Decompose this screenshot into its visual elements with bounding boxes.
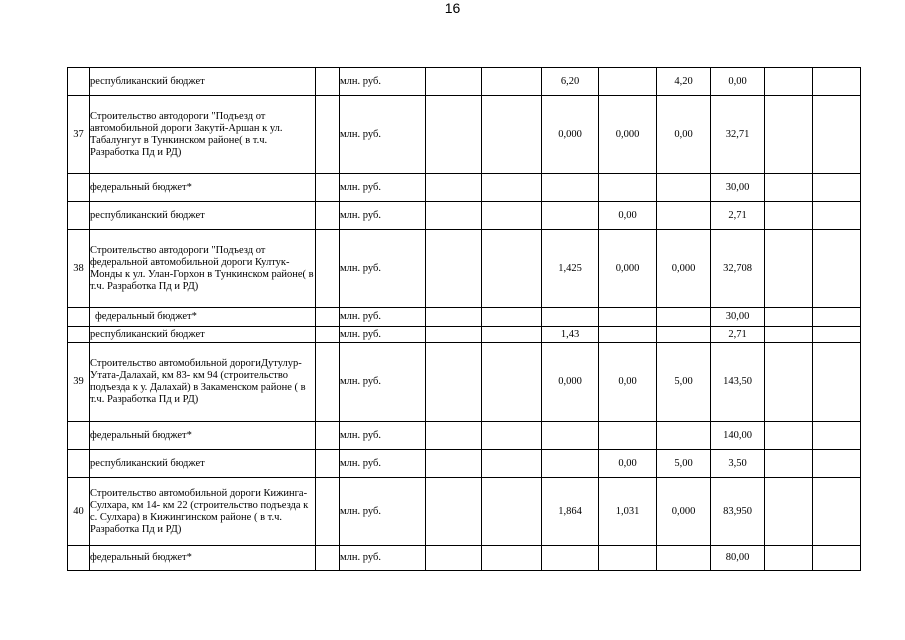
value-cell: 0,00 <box>657 96 711 174</box>
value-cell <box>765 230 813 308</box>
value-cell <box>542 202 599 230</box>
value-cell <box>482 546 542 571</box>
value-cell <box>426 174 482 202</box>
value-cell <box>426 327 482 343</box>
value-cell <box>599 546 657 571</box>
value-cell: 6,20 <box>542 68 599 96</box>
value-cell: 2,71 <box>711 202 765 230</box>
row-name: Строительство автодороги "Подъезд от автомобильной дороги Закутй-Аршан к ул. Табалунгут в Тункинском районе( в т.ч. Разработка Пд и РД) <box>90 96 316 174</box>
row-number <box>68 546 90 571</box>
row-name: республиканский бюджет <box>90 68 316 96</box>
value-cell: 0,00 <box>599 343 657 422</box>
spacer-cell <box>316 478 340 546</box>
value-cell <box>426 308 482 327</box>
table-row <box>68 96 861 174</box>
row-unit: млн. руб. <box>340 202 426 230</box>
spacer-cell <box>316 546 340 571</box>
row-number: 40 <box>68 478 90 546</box>
row-number <box>68 174 90 202</box>
spacer-cell <box>316 308 340 327</box>
value-cell <box>542 174 599 202</box>
spacer-cell <box>316 68 340 96</box>
value-cell <box>482 202 542 230</box>
value-cell <box>657 327 711 343</box>
value-cell <box>765 327 813 343</box>
value-cell: 2,71 <box>711 327 765 343</box>
row-unit: млн. руб. <box>340 308 426 327</box>
value-cell <box>765 478 813 546</box>
value-cell: 3,50 <box>711 450 765 478</box>
row-unit: млн. руб. <box>340 327 426 343</box>
table-row <box>68 546 861 571</box>
row-unit: млн. руб. <box>340 422 426 450</box>
value-cell: 0,000 <box>542 96 599 174</box>
value-cell <box>426 96 482 174</box>
row-unit: млн. руб. <box>340 68 426 96</box>
value-cell <box>542 308 599 327</box>
row-name: федеральный бюджет* <box>90 546 316 571</box>
value-cell <box>813 174 861 202</box>
table-row <box>68 422 861 450</box>
value-cell <box>813 546 861 571</box>
value-cell <box>765 546 813 571</box>
row-unit: млн. руб. <box>340 546 426 571</box>
value-cell <box>813 202 861 230</box>
value-cell <box>542 450 599 478</box>
value-cell <box>599 68 657 96</box>
spacer-cell <box>316 202 340 230</box>
row-unit: млн. руб. <box>340 230 426 308</box>
row-name: республиканский бюджет <box>90 450 316 478</box>
value-cell <box>657 174 711 202</box>
value-cell: 1,864 <box>542 478 599 546</box>
value-cell <box>813 450 861 478</box>
value-cell <box>765 96 813 174</box>
row-unit: млн. руб. <box>340 478 426 546</box>
page-number: 16 <box>444 0 461 16</box>
table-row <box>68 327 861 343</box>
table-row <box>68 174 861 202</box>
row-number <box>68 327 90 343</box>
value-cell <box>542 546 599 571</box>
value-cell <box>599 327 657 343</box>
value-cell <box>426 68 482 96</box>
value-cell: 32,708 <box>711 230 765 308</box>
value-cell: 0,000 <box>657 230 711 308</box>
value-cell: 0,000 <box>599 230 657 308</box>
value-cell: 4,20 <box>657 68 711 96</box>
value-cell <box>765 308 813 327</box>
value-cell <box>657 546 711 571</box>
value-cell <box>765 450 813 478</box>
value-cell <box>482 96 542 174</box>
value-cell: 30,00 <box>711 308 765 327</box>
value-cell: 5,00 <box>657 343 711 422</box>
spacer-cell <box>316 422 340 450</box>
value-cell <box>813 230 861 308</box>
row-number <box>68 450 90 478</box>
value-cell <box>813 327 861 343</box>
value-cell: 0,000 <box>542 343 599 422</box>
row-unit: млн. руб. <box>340 96 426 174</box>
row-number: 37 <box>68 96 90 174</box>
value-cell <box>765 174 813 202</box>
value-cell: 80,00 <box>711 546 765 571</box>
value-cell <box>482 422 542 450</box>
value-cell <box>657 202 711 230</box>
table-row <box>68 478 861 546</box>
value-cell <box>542 422 599 450</box>
value-cell <box>657 308 711 327</box>
value-cell <box>599 422 657 450</box>
value-cell <box>482 68 542 96</box>
value-cell <box>657 422 711 450</box>
value-cell <box>813 478 861 546</box>
value-cell <box>765 202 813 230</box>
value-cell <box>813 308 861 327</box>
table-row <box>68 68 861 96</box>
row-number: 39 <box>68 343 90 422</box>
value-cell <box>482 174 542 202</box>
row-number <box>68 68 90 96</box>
table-row <box>68 202 861 230</box>
value-cell <box>426 478 482 546</box>
row-number <box>68 308 90 327</box>
budget-table <box>67 67 861 571</box>
value-cell <box>765 422 813 450</box>
spacer-cell <box>316 230 340 308</box>
value-cell: 140,00 <box>711 422 765 450</box>
value-cell: 32,71 <box>711 96 765 174</box>
value-cell: 1,425 <box>542 230 599 308</box>
value-cell <box>599 174 657 202</box>
row-name: Строительство автомобильной дорогиДутулур-Утата-Далахай, км 83- км 94 (строительство подъезда к у. Далахай) в Закаменском районе ( в т.ч. Разработка Пд и РД) <box>90 343 316 422</box>
value-cell: 143,50 <box>711 343 765 422</box>
value-cell <box>765 68 813 96</box>
value-cell <box>426 230 482 308</box>
value-cell <box>482 230 542 308</box>
value-cell: 0,000 <box>657 478 711 546</box>
spacer-cell <box>316 327 340 343</box>
value-cell <box>426 450 482 478</box>
spacer-cell <box>316 174 340 202</box>
value-cell <box>482 343 542 422</box>
value-cell: 5,00 <box>657 450 711 478</box>
value-cell <box>482 327 542 343</box>
row-name: Строительство автодороги "Подъезд от федеральной автомобильной дороги Култук-Монды к ул. Улан-Горхон в Тункинском районе( в т.ч. Разработка Пд и РД) <box>90 230 316 308</box>
row-number <box>68 202 90 230</box>
value-cell <box>813 343 861 422</box>
value-cell <box>426 202 482 230</box>
table-row <box>68 308 861 327</box>
row-name: федеральный бюджет* <box>90 422 316 450</box>
value-cell <box>813 68 861 96</box>
row-name: федеральный бюджет* <box>90 308 316 327</box>
value-cell <box>426 343 482 422</box>
row-unit: млн. руб. <box>340 174 426 202</box>
table-row <box>68 450 861 478</box>
value-cell: 1,031 <box>599 478 657 546</box>
value-cell <box>426 546 482 571</box>
value-cell <box>813 96 861 174</box>
value-cell <box>599 308 657 327</box>
row-number <box>68 422 90 450</box>
value-cell: 1,43 <box>542 327 599 343</box>
table-row <box>68 343 861 422</box>
row-name: Строительство автомобильной дороги Кижинга-Сулхара, км 14- км 22 (строительство подъезда к с. Сулхара) в Кижингинском районе ( в т.ч. Разработка Пд и РД) <box>90 478 316 546</box>
value-cell <box>482 450 542 478</box>
row-number: 38 <box>68 230 90 308</box>
row-name: республиканский бюджет <box>90 327 316 343</box>
row-name: республиканский бюджет <box>90 202 316 230</box>
value-cell <box>765 343 813 422</box>
spacer-cell <box>316 96 340 174</box>
row-name: федеральный бюджет* <box>90 174 316 202</box>
value-cell <box>482 308 542 327</box>
value-cell: 83,950 <box>711 478 765 546</box>
table-row <box>68 230 861 308</box>
value-cell <box>482 478 542 546</box>
value-cell: 0,00 <box>711 68 765 96</box>
spacer-cell <box>316 450 340 478</box>
value-cell: 0,00 <box>599 202 657 230</box>
spacer-cell <box>316 343 340 422</box>
row-unit: млн. руб. <box>340 343 426 422</box>
value-cell <box>426 422 482 450</box>
row-unit: млн. руб. <box>340 450 426 478</box>
value-cell: 0,00 <box>599 450 657 478</box>
value-cell <box>813 422 861 450</box>
value-cell: 30,00 <box>711 174 765 202</box>
value-cell: 0,000 <box>599 96 657 174</box>
